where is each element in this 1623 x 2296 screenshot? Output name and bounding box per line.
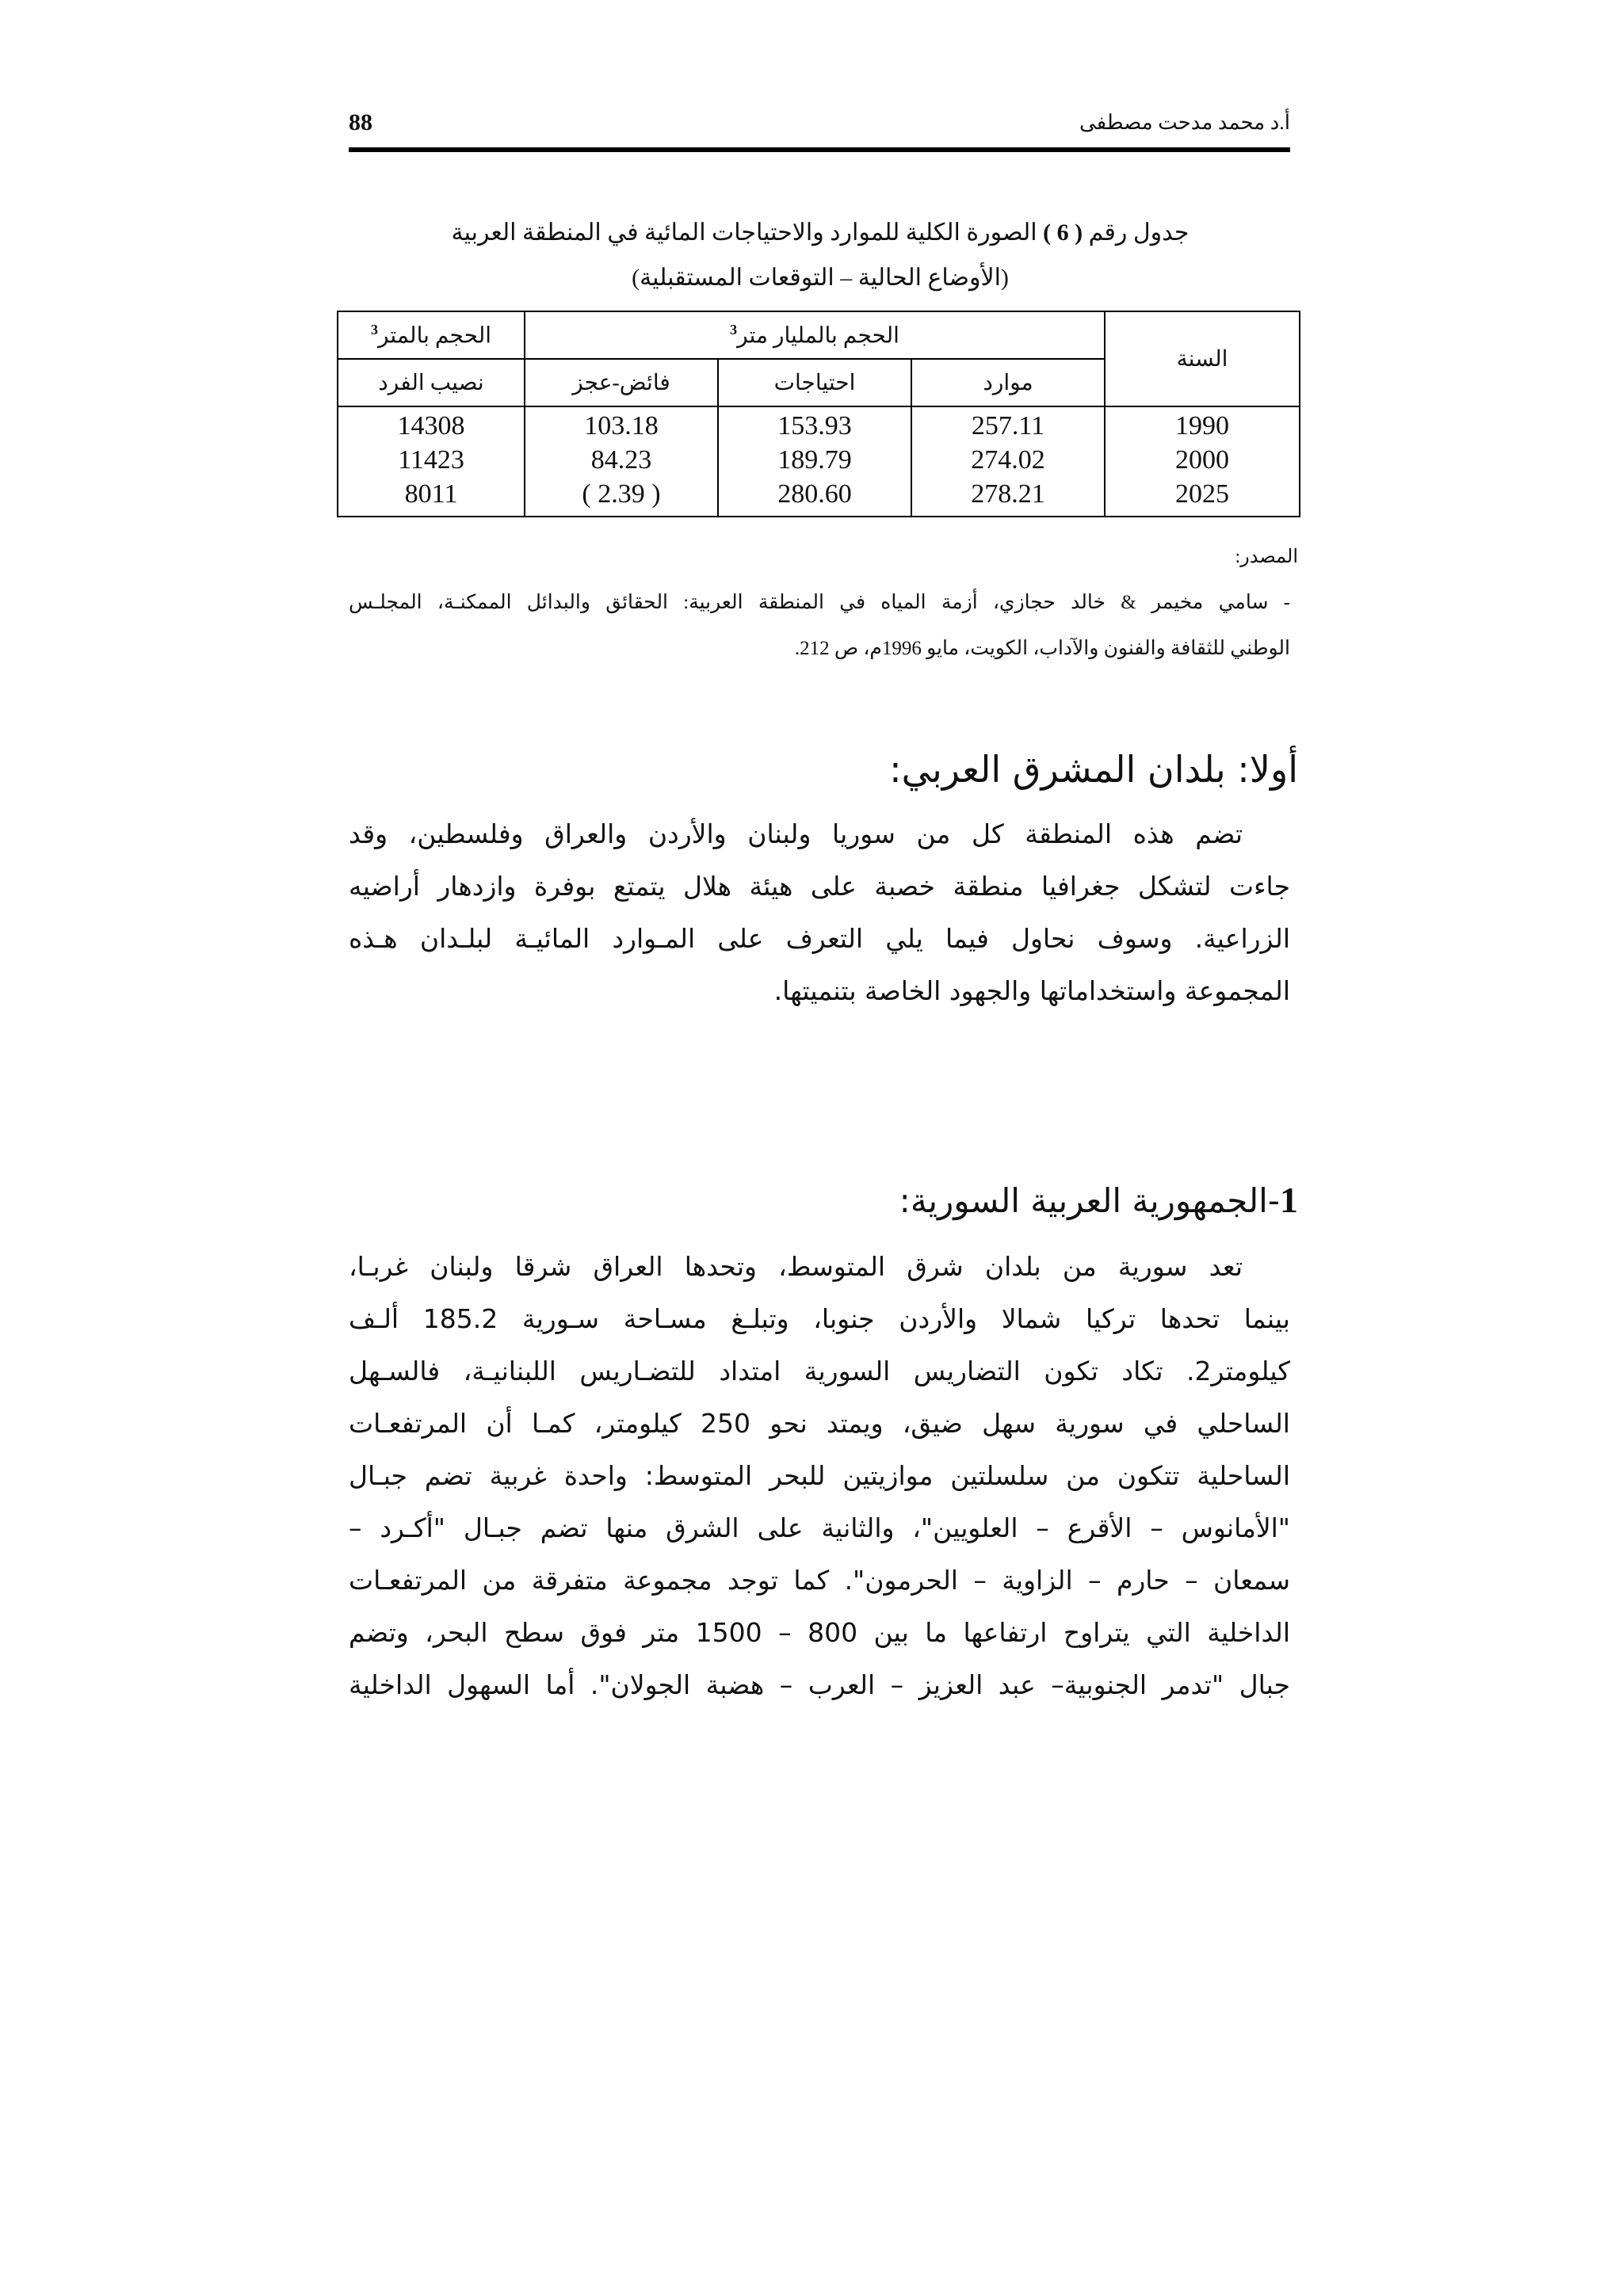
paragraph-line: تعد سورية من بلدان شرق المتوسط، وتحدها العراق شرقا ولبنان غربـا، xyxy=(349,1251,1243,1282)
paragraph-line: سمعان – حارم – الزاوية – الحرمون". كما توجد مجموعة متفرقة من المرتفعـات xyxy=(349,1565,1290,1596)
table-cell: 8011 xyxy=(404,479,458,509)
caption-open-paren: ( xyxy=(1075,219,1083,246)
subsection-number: 1 xyxy=(1280,1180,1298,1220)
caption-title: الصورة الكلية للموارد والاحتياجات المائية في المنطقة العربية xyxy=(451,219,1037,246)
table-cell: 257.11 xyxy=(971,411,1045,441)
paragraph-line: الساحلية تتكون من سلسلتين موازيتين للبحر المتوسط: واحدة غربية تضم جبـال xyxy=(349,1460,1290,1491)
cubic-superscript: 3 xyxy=(370,321,378,338)
page-number: 88 xyxy=(349,109,372,135)
table-cell: 278.21 xyxy=(971,479,1045,509)
paragraph-line: كيلومتر2. تكاد تكون التضاريس السورية امتداد للتضـاريس اللبنانيـة، فالسـهل xyxy=(349,1356,1290,1386)
table-subtitle: (الأوضاع الحالية – التوقعات المستقبلية) xyxy=(632,265,1009,291)
paragraph-line: جبال "تدمر الجنوبية– عبد العزيز – العرب – هضبة الجولان". أما السهول الداخلية xyxy=(349,1669,1290,1700)
source-citation-line: - سامي مخيمر & خالد حجازي، أزمة المياه في المنطقة العربية: الحقائق والبدائل الممكنـة، المجلـس xyxy=(349,592,1290,613)
needs-column xyxy=(718,406,911,517)
header-needs: احتياجات xyxy=(718,359,911,406)
paragraph-line: "الأمانوس – الأقرع – العلويين"، والثانية على الشرق منها تضم جبـال "أكـرد – xyxy=(349,1512,1290,1543)
subsection-title: -الجمهورية العربية السورية: xyxy=(899,1181,1280,1220)
source-label: المصدر: xyxy=(1235,547,1298,567)
header-surplus-deficit: فائض-عجز xyxy=(525,359,718,406)
caption-close-paren: ) xyxy=(1043,219,1052,246)
table-caption xyxy=(333,219,1308,247)
paragraph-line: بينما تحدها تركيا شمالا والأردن جنوبا، وتبلـغ مسـاحة سـورية 185.2 ألـف xyxy=(349,1303,1290,1334)
resources-column xyxy=(911,406,1105,517)
table-header-row xyxy=(338,311,1300,359)
caption-number: 6 xyxy=(1056,219,1069,246)
running-title: أ.د محمد مدحت مصطفى xyxy=(1079,111,1290,134)
table-cell: 189.79 xyxy=(777,445,852,475)
table-cell: 2000 xyxy=(1175,445,1229,475)
table-cell: ( 2.39 ) xyxy=(582,479,661,509)
paragraph-line: جاءت لتشكل جغرافيا منطقة خصبة على هيئة هلال يتمتع بوفرة وازدهار أراضيه xyxy=(349,871,1290,902)
paragraph-line: الزراعية. وسوف نحاول فيما يلي التعرف على المـوارد المائيـة لبلـدان هـذه xyxy=(349,923,1290,954)
header-per-capita: نصيب الفرد xyxy=(338,359,525,406)
table-cell: 274.02 xyxy=(971,445,1045,475)
header-volume-billion: الحجم بالمليار متر$^3$ xyxy=(525,311,1105,359)
section-heading: أولا: بلدان المشرق العربي: xyxy=(889,748,1298,791)
caption-prefix: جدول رقم xyxy=(1088,219,1190,246)
table-cell: 280.60 xyxy=(777,479,852,509)
per-capita-column xyxy=(338,406,525,517)
header-year: السنة xyxy=(1105,311,1300,406)
paragraph-line: الساحلي في سورية سهل ضيق، ويمتد نحو 250 كيلومتر، كمـا أن المرتفعـات xyxy=(349,1408,1290,1439)
table-body-row xyxy=(338,406,1300,517)
table-cell: 84.23 xyxy=(590,445,652,475)
table-cell: 103.18 xyxy=(584,411,659,441)
table-cell: 14308 xyxy=(397,411,465,441)
paragraph-line: تضم هذه المنطقة كل من سوريا ولبنان والأردن والعراق وفلسطين، وقد xyxy=(349,818,1243,849)
table-cell: 2025 xyxy=(1175,479,1229,509)
paragraph-line: الداخلية التي يتراوح ارتفاعها ما بين 800 – 1500 متر فوق سطح البحر، وتضم xyxy=(349,1617,1290,1648)
source-citation-line: الوطني للثقافة والفنون والآداب، الكويت، مايو 1996م، ص 212. xyxy=(794,638,1290,659)
page-header xyxy=(349,109,1290,151)
subsection-heading xyxy=(899,1179,1298,1221)
water-resources-table xyxy=(337,311,1300,517)
header-resources: موارد xyxy=(911,359,1105,406)
header-rule xyxy=(349,147,1290,152)
year-column xyxy=(1105,406,1300,517)
table-cell: 153.93 xyxy=(777,411,852,441)
table-cell: 11423 xyxy=(398,445,464,475)
surplus-deficit-column xyxy=(525,406,718,517)
paragraph-line: المجموعة واستخداماتها والجهود الخاصة بتنميتها. xyxy=(773,975,1290,1006)
header-volume-cubic: الحجم بالمتر$^3$ xyxy=(338,311,525,359)
cubic-superscript: 3 xyxy=(730,321,738,338)
table-cell: 1990 xyxy=(1175,411,1229,441)
